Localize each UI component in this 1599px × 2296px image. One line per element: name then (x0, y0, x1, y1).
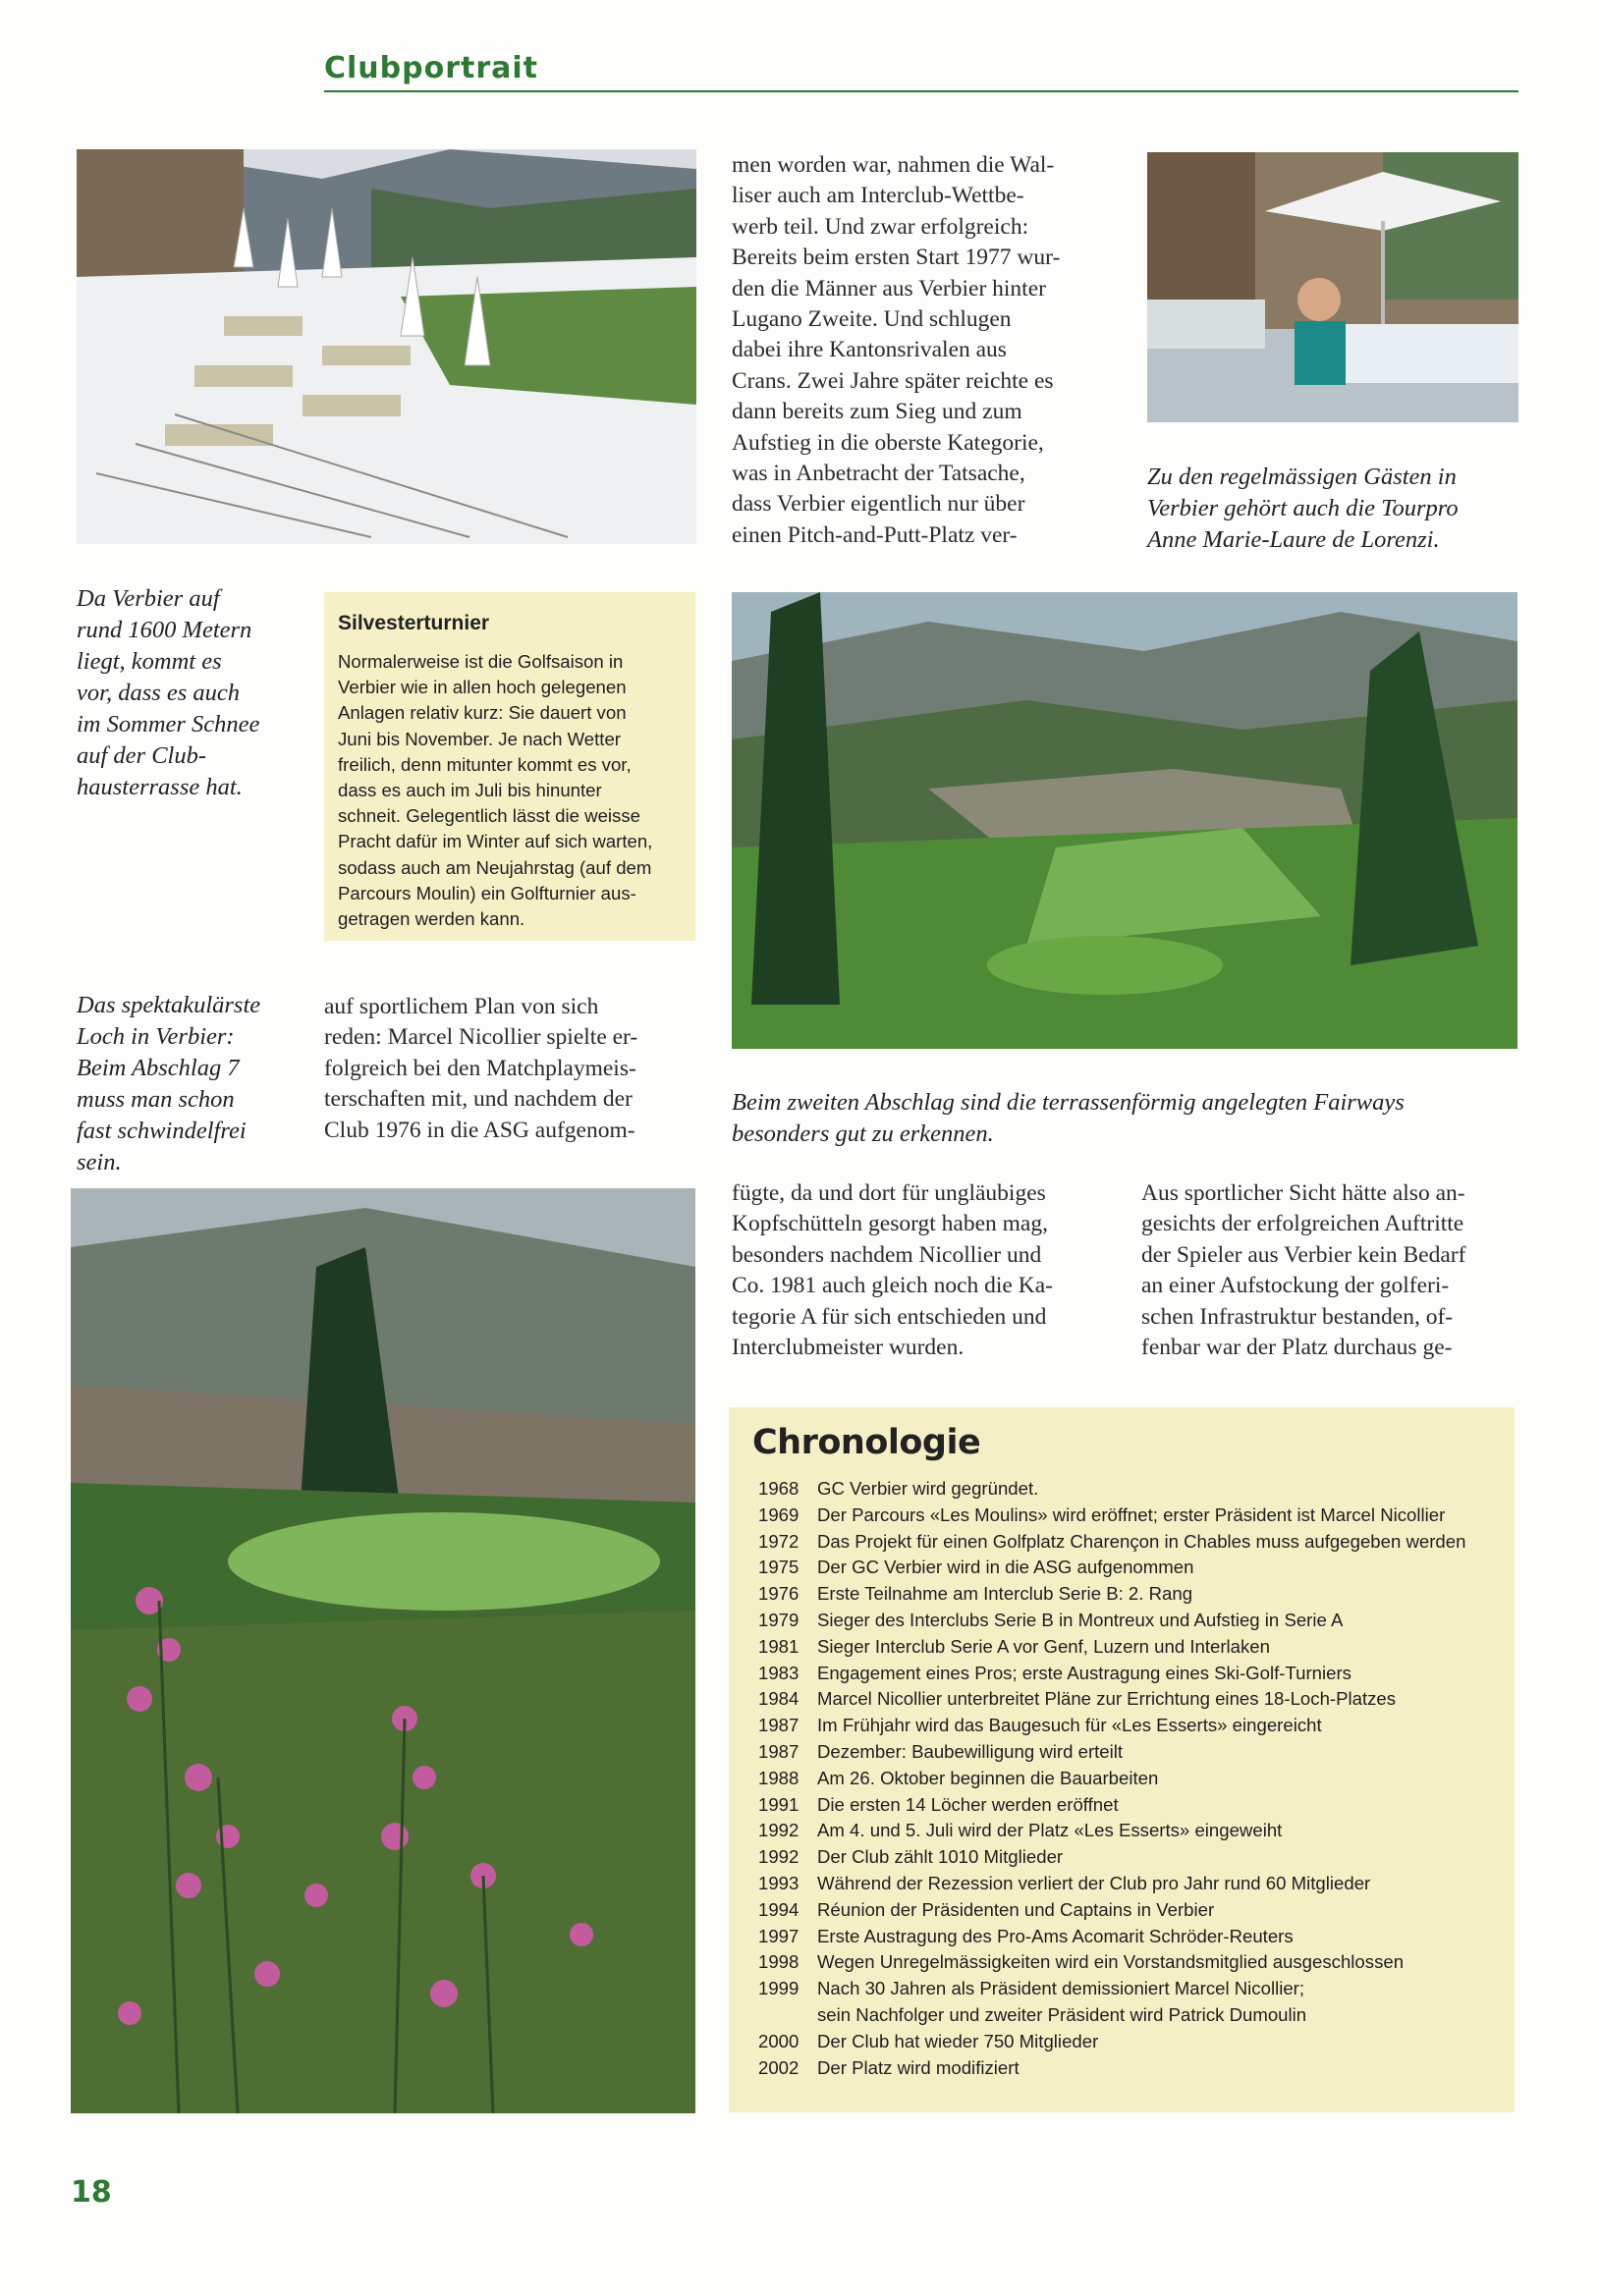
article-column-middle (324, 992, 695, 1146)
text-line: was in Anbetracht der Tatsache, (732, 461, 1025, 487)
chronology-event: sein Nachfolger und zweiter Präsident wird Patrick Dumoulin (817, 2003, 1307, 2025)
chronology-entry (743, 2055, 1501, 2082)
sidebar-text (338, 649, 680, 932)
chronology-event: Am 26. Oktober beginnen die Bauarbeiten (817, 1767, 1159, 1788)
text-line: tegorie A für sich entschieden und (732, 1303, 1047, 1330)
text-line: einen Pitch-and-Putt-Platz ver- (732, 521, 1018, 548)
text-line: dabei ihre Kantonsrivalen aus (732, 337, 1007, 363)
sidebar-line: freilich, denn mitunter kommt es vor, (338, 753, 632, 775)
text-line: auf sportlichem Plan von sich (324, 994, 599, 1019)
chronology-event: Der Club hat wieder 750 Mitglieder (817, 2030, 1099, 2051)
text-line: gesichts der erfolgreichen Auftritte (1141, 1211, 1464, 1237)
chronology-event: Dezember: Baubewilligung wird erteilt (817, 1740, 1124, 1762)
caption-snowy-terrace (77, 583, 303, 803)
chronology-year: 1968 (758, 1478, 800, 1499)
caption-second-tee (732, 1087, 1517, 1150)
text-line: terschaften mit, und nachdem der (324, 1086, 633, 1113)
text-line: besonders nachdem Nicollier und (732, 1241, 1042, 1268)
caption-hole-7 (77, 990, 303, 1178)
caption-line: Beim zweiten Abschlag sind die terrassenförmig angelegten Fairways (732, 1089, 1405, 1116)
text-line: Club 1976 in die ASG aufgenom- (324, 1117, 635, 1143)
chronology-entry (743, 1686, 1501, 1713)
chronology-year: 1976 (758, 1583, 800, 1605)
header-divider (324, 90, 1518, 92)
chronology-year: 1988 (758, 1767, 800, 1788)
chronology-event: Der Platz wird modifiziert (817, 2056, 1020, 2078)
sidebar-line: Parcours Moulin) ein Golfturnier aus- (338, 882, 636, 903)
chronology-event: Der Club zählt 1010 Mitglieder (817, 1846, 1064, 1868)
sidebar-line: schneit. Gelegentlich lässt die weisse (338, 805, 640, 827)
chronology-event: Sieger Interclub Serie A vor Genf, Luzern und Interlaken (817, 1635, 1270, 1657)
caption-line: sein. (77, 1149, 122, 1175)
chronology-year: 1987 (758, 1740, 800, 1762)
chronology-entry (743, 1608, 1501, 1634)
text-line: Co. 1981 auch gleich noch die Ka- (732, 1273, 1053, 1299)
chronology-entry (743, 1634, 1501, 1661)
photo-hole-7-flowers (71, 1188, 695, 2113)
text-line: der Spieler aus Verbier kein Bedarf (1141, 1241, 1466, 1268)
chronology-entry (743, 1871, 1501, 1897)
caption-line: muss man schon (77, 1086, 235, 1113)
chronology-entry (743, 1924, 1501, 1950)
article-column-right-a (732, 1178, 1105, 1363)
chronology-year: 1981 (758, 1635, 800, 1657)
chronology-year: 1992 (758, 1846, 800, 1868)
chronology-year: 1991 (758, 1793, 800, 1815)
chronology-year: 1984 (758, 1688, 800, 1710)
chronology-year: 1987 (758, 1715, 800, 1736)
text-line: Aufstieg in die oberste Kategorie, (732, 429, 1044, 456)
chronology-box (729, 1407, 1515, 2112)
text-line: Interclubmeister wurden. (732, 1335, 965, 1361)
chronology-entry (743, 1476, 1501, 1503)
chronology-event: Erste Teilnahme am Interclub Serie B: 2. Rang (817, 1583, 1193, 1605)
caption-line: Beim Abschlag 7 (77, 1055, 240, 1081)
text-line: reden: Marcel Nicollier spielte er- (324, 1024, 638, 1051)
chronology-year: 1997 (758, 1925, 800, 1946)
sidebar-silvesterturnier (324, 592, 695, 941)
chronology-year: 1993 (758, 1872, 800, 1893)
caption-line: auf der Club- (77, 742, 207, 769)
text-line: den die Männer aus Verbier hinter (732, 275, 1046, 301)
sidebar-line: Verbier wie in allen hoch gelegenen (338, 677, 627, 698)
chronology-year: 1999 (758, 1978, 800, 1999)
text-line: Lugano Zweite. Und schlugen (732, 306, 1012, 333)
sidebar-line: sodass auch am Neujahrstag (auf dem (338, 856, 652, 878)
chronology-year (743, 2002, 817, 2029)
caption-line: Da Verbier auf (77, 585, 220, 612)
text-line: Aus sportlicher Sicht hätte also an- (1141, 1180, 1465, 1206)
text-line: dann bereits zum Sieg und zum (732, 399, 1022, 425)
chronology-entry (743, 1529, 1501, 1556)
chronology-event: Sieger des Interclubs Serie B in Montreux und Aufstieg in Serie A (817, 1609, 1344, 1630)
text-line: Kopfschütteln gesorgt haben mag, (732, 1211, 1048, 1237)
chronology-year: 2000 (758, 2030, 800, 2051)
chronology-event: Das Projekt für einen Golfplatz Charençon in Chables muss aufgegeben werden (817, 1530, 1466, 1552)
chronology-entry (743, 1555, 1501, 1581)
chronology-event: Der GC Verbier wird in die ASG aufgenommen (817, 1557, 1194, 1578)
text-line: fenbar war der Platz durchaus ge- (1141, 1335, 1453, 1361)
chronology-year: 1994 (758, 1898, 800, 1920)
caption-line: Das spektakulärste (77, 992, 261, 1018)
chronology-entry (743, 2029, 1501, 2055)
sidebar-line: getragen werden kann. (338, 908, 525, 930)
chronology-entry (743, 1766, 1501, 1792)
caption-line: im Sommer Schnee (77, 711, 260, 738)
chronology-year: 1979 (758, 1609, 800, 1630)
text-line: Crans. Zwei Jahre später reichte es (732, 367, 1054, 394)
page-number: 18 (71, 2175, 112, 2210)
chronology-entry (743, 1503, 1501, 1529)
caption-line: Zu den regelmässigen Gästen in (1147, 464, 1457, 490)
photo-second-tee-fairways (732, 592, 1517, 1049)
text-line: dass Verbier eigentlich nur über (732, 491, 1025, 518)
caption-line: vor, dass es auch (77, 680, 241, 706)
photo-tourpro-guest (1147, 152, 1518, 422)
caption-tourpro (1147, 462, 1520, 556)
chronology-entry (743, 1661, 1501, 1687)
chronology-entry (743, 1581, 1501, 1608)
chronology-year: 1983 (758, 1662, 800, 1683)
caption-line: hausterrasse hat. (77, 774, 243, 800)
chronology-entry (743, 2002, 1501, 2029)
chronology-event: Marcel Nicollier unterbreitet Pläne zur Errichtung eines 18-Loch-Platzes (817, 1688, 1397, 1710)
sidebar-title: Silvesterturnier (338, 612, 490, 634)
chronology-title: Chronologie (752, 1423, 981, 1462)
chronology-entry (743, 1976, 1501, 2002)
sidebar-line: Normalerweise ist die Golfsaison in (338, 651, 624, 672)
chronology-event: Engagement eines Pros; erste Austragung eines Ski-Golf-Turniers (817, 1662, 1351, 1683)
chronology-year: 1975 (758, 1557, 800, 1578)
photo-snowy-terrace (77, 149, 696, 544)
chronology-event: Nach 30 Jahren als Präsident demissioniert Marcel Nicollier; (817, 1978, 1305, 1999)
chronology-event: Im Frühjahr wird das Baugesuch für «Les Esserts» eingereicht (817, 1715, 1322, 1736)
article-column-right-b (1141, 1178, 1518, 1363)
caption-line: liegt, kommt es (77, 648, 222, 675)
chronology-list (743, 1476, 1501, 2081)
chronology-entry (743, 1897, 1501, 1924)
caption-line: fast schwindelfrei (77, 1118, 247, 1144)
sidebar-line: dass es auch im Juli bis hinunter (338, 780, 602, 801)
caption-line: Anne Marie-Laure de Lorenzi. (1147, 526, 1440, 553)
caption-line: Loch in Verbier: (77, 1023, 235, 1050)
text-line: folgreich bei den Matchplaymeis- (324, 1055, 636, 1081)
text-line: fügte, da und dort für ungläubiges (732, 1180, 1046, 1206)
chronology-event: Am 4. und 5. Juli wird der Platz «Les Esserts» eingeweiht (817, 1820, 1283, 1841)
text-line: an einer Aufstockung der golferi- (1141, 1273, 1450, 1299)
section-title: Clubportrait (324, 51, 539, 85)
chronology-year: 1992 (758, 1820, 800, 1841)
text-line: schen Infrastruktur bestanden, of- (1141, 1303, 1454, 1330)
chronology-entry (743, 1792, 1501, 1819)
chronology-year: 1969 (758, 1503, 800, 1525)
text-line: liser auch am Interclub-Wettbe- (732, 183, 1024, 209)
text-line: men worden war, nahmen die Wal- (732, 152, 1055, 178)
text-line: Bereits beim ersten Start 1977 wur- (732, 245, 1061, 271)
chronology-event: GC Verbier wird gegründet. (817, 1478, 1039, 1499)
article-column-top (732, 150, 1108, 551)
sidebar-line: Juni bis November. Je nach Wetter (338, 728, 621, 749)
chronology-entry (743, 1949, 1501, 1976)
caption-line: Verbier gehört auch die Tourpro (1147, 495, 1459, 521)
chronology-entry (743, 1739, 1501, 1766)
chronology-year: 1972 (758, 1530, 800, 1552)
chronology-year: 2002 (758, 2056, 800, 2078)
caption-line: rund 1600 Metern (77, 617, 252, 643)
chronology-event: Während der Rezession verliert der Club pro Jahr rund 60 Mitglieder (817, 1872, 1371, 1893)
sidebar-line: Pracht dafür im Winter auf sich warten, (338, 831, 653, 852)
sidebar-line: Anlagen relativ kurz: Sie dauert von (338, 702, 627, 724)
chronology-event: Der Parcours «Les Moulins» wird eröffnet; erster Präsident ist Marcel Nicollier (817, 1503, 1446, 1525)
caption-line: besonders gut zu erkennen. (732, 1121, 994, 1147)
chronology-event: Die ersten 14 Löcher werden eröffnet (817, 1793, 1119, 1815)
chronology-entry (743, 1713, 1501, 1739)
chronology-event: Wegen Unregelmässigkeiten wird ein Vorstandsmitglied ausgeschlossen (817, 1951, 1405, 1973)
chronology-event: Réunion der Präsidenten und Captains in Verbier (817, 1898, 1215, 1920)
text-line: werb teil. Und zwar erfolgreich: (732, 213, 1029, 240)
chronology-entry (743, 1818, 1501, 1844)
chronology-year: 1998 (758, 1951, 800, 1973)
chronology-entry (743, 1844, 1501, 1871)
chronology-event: Erste Austragung des Pro-Ams Acomarit Schröder-Reuters (817, 1925, 1294, 1946)
